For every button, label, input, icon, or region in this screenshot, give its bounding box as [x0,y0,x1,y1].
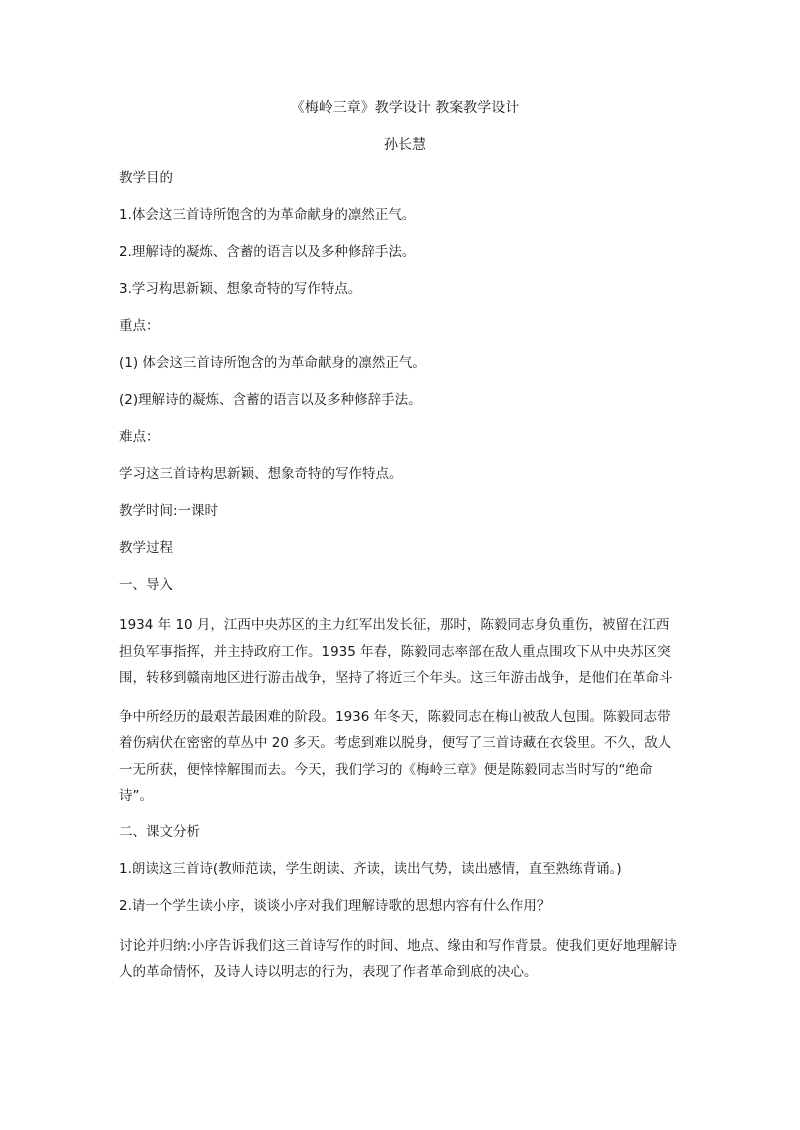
introduction-paragraph-2: 争中所经历的最艰苦最困难的阶段。1936 年冬天，陈毅同志在梅山被敌人包围。陈毅同志带着伤病伏在密密的草丛中 20 多天。考虑到难以脱身，便写了三首诗藏在衣袋里。不久，敌人一无所获，便悻悻解围而去。今天，我们学习的《梅岭三章》便是陈毅同志当时写的“绝命诗”。 [119,708,672,804]
objective-2: 2.理解诗的凝炼、含蓄的语言以及多种修辞手法。 [119,244,416,260]
introduction-paragraph-1: 1934 年 10 月，江西中央苏区的主力红军出发长征，那时，陈毅同志身负重伤，被留在江西担负军事指挥，并主持政府工作。1935 年春，陈毅同志率部在敌人重点围攻下从中央苏区突围，转移到赣南地区进行游击战争，坚持了将近三个年头。这三年游击战争，是他们在革命斗 [119,617,673,686]
heading-introduction: 一、导入 [119,577,173,593]
objective-3: 3.学习构思新颖、想象奇特的写作特点。 [119,281,362,297]
discussion-summary: 讨论并归纳:小序告诉我们这三首诗写作的时间、地点、缘由和写作背景。使我们更好地理解诗人的革命情怀，及诗人诗以明志的行为，表现了作者革命到底的决心。 [119,937,678,980]
objective-1: 1.体会这三首诗所饱含的为革命献身的凛然正气。 [119,207,416,223]
heading-difficulties: 难点： [119,429,160,445]
teaching-time: 教学时间:一课时 [119,503,219,519]
heading-text-analysis: 二、课文分析 [119,823,200,840]
heading-objectives: 教学目的 [119,170,173,186]
heading-key-points: 重点： [119,318,160,334]
analysis-step-2: 2.请一个学生读小序，谈谈小序对我们理解诗歌的思想内容有什么作用？ [119,897,551,914]
key-point-1: (1) 体会这三首诗所饱含的为革命献身的凛然正气。 [119,355,426,371]
heading-process: 教学过程 [119,540,173,556]
document-body [119,98,681,998]
document-title: 《梅岭三章》教学设计 教案教学设计 [290,100,520,116]
key-point-2: (2)理解诗的凝炼、含蓄的语言以及多种修辞手法。 [119,392,422,408]
analysis-step-1: 1.朗读这三首诗(教师范读，学生朗读、齐读，读出气势，读出感情，直至熟练背诵。) [119,860,622,877]
document-author: 孙长慧 [384,137,426,153]
difficulty-text: 学习这三首诗构思新颖、想象奇特的写作特点。 [119,466,403,482]
